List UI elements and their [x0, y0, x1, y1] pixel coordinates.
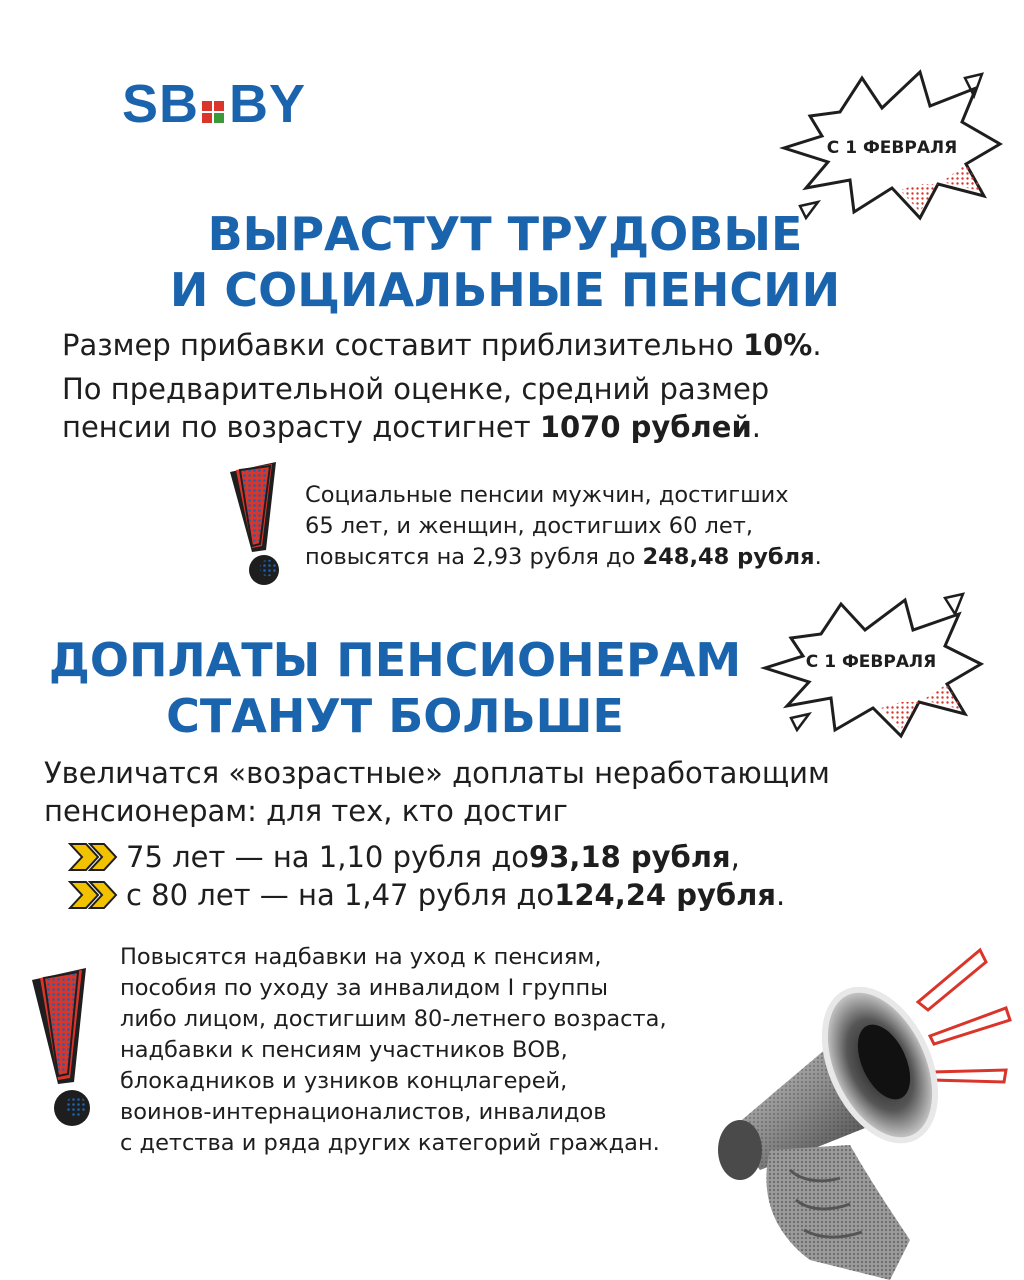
note1-line2: 65 лет, и женщин, достигших 60 лет,: [305, 513, 754, 539]
section1-title-line1: ВЫРАСТУТ ТРУДОВЫЕ: [207, 207, 803, 261]
section2-note: [120, 942, 740, 1159]
item2-text: с 80 лет — на 1,47 рубля до: [126, 878, 555, 912]
badge-top-label: С 1 ФЕВРАЛЯ: [826, 138, 958, 158]
item1-text: 75 лет — на 1,10 рубля до: [126, 840, 530, 874]
section1-title: [0, 206, 1010, 318]
starburst-badge-mid: [755, 590, 995, 740]
p2-end: .: [751, 410, 761, 444]
p1-text: Размер прибавки составит приблизительно: [62, 328, 743, 362]
item2-bold: 124,24 рубля: [554, 878, 776, 912]
p2-text: пенсии по возрасту достигнет: [62, 410, 540, 444]
note2-line: надбавки к пенсиям участников ВОВ,: [120, 1037, 568, 1063]
exclamation-icon: [26, 962, 102, 1138]
section1-title-line2: И СОЦИАЛЬНЫЕ ПЕНСИИ: [169, 263, 841, 317]
section1-paragraph1: [62, 326, 1002, 364]
item1-bold: 93,18 рубля: [529, 840, 731, 874]
note2-line: блокадников и узников концлагерей,: [120, 1068, 568, 1094]
double-chevron-icon: [68, 878, 120, 912]
logo-left: SB: [122, 74, 200, 134]
section2-title-line2: СТАНУТ БОЛЬШЕ: [166, 689, 624, 743]
item2-end: .: [775, 878, 786, 912]
note1-line3-bold: 248,48 рубля: [642, 544, 815, 570]
p2-line1: По предварительной оценке, средний размер: [62, 372, 770, 406]
note2-line: пособия по уходу за инвалидом I группы: [120, 975, 608, 1001]
note1-line1: Социальные пенсии мужчин, достигших: [305, 482, 789, 508]
list-item: [68, 838, 1008, 876]
megaphone-icon: [700, 940, 1024, 1280]
item1-end: ,: [730, 840, 740, 874]
note2-line: воинов-интернационалистов, инвалидов: [120, 1099, 607, 1125]
logo-right: BY: [229, 74, 307, 134]
badge-mid-label: С 1 ФЕВРАЛЯ: [805, 652, 937, 672]
intro-line1: Увеличатся «возрастные» доплаты неработающим: [44, 756, 830, 790]
section2-title: [30, 632, 760, 744]
double-chevron-icon: [68, 840, 120, 874]
note2-line: Повысятся надбавки на уход к пенсиям,: [120, 944, 602, 970]
section2-list: [68, 838, 1008, 914]
section2-intro: [44, 754, 1004, 830]
list-item: [68, 876, 1008, 914]
p1-bold: 10%: [742, 328, 813, 362]
intro-line2: пенсионерам: для тех, кто достиг: [44, 794, 568, 828]
section1-note: [305, 480, 1005, 573]
note2-line: с детства и ряда других категорий граждан.: [120, 1130, 660, 1156]
brand-logo: [122, 76, 306, 132]
p1-end: .: [812, 328, 822, 362]
starburst-badge-top: [770, 66, 1010, 226]
section1-paragraph2: [62, 370, 1002, 446]
note1-line3-text: повысятся на 2,93 рубля до: [305, 544, 643, 570]
note2-line: либо лицом, достигшим 80-летнего возраста,: [120, 1006, 667, 1032]
p2-bold: 1070 рублей: [539, 410, 752, 444]
note1-line3-end: .: [814, 544, 822, 570]
logo-squares-icon: [202, 101, 226, 123]
exclamation-icon: [222, 458, 292, 594]
section2-title-line1: ДОПЛАТЫ ПЕНСИОНЕРАМ: [48, 633, 742, 687]
